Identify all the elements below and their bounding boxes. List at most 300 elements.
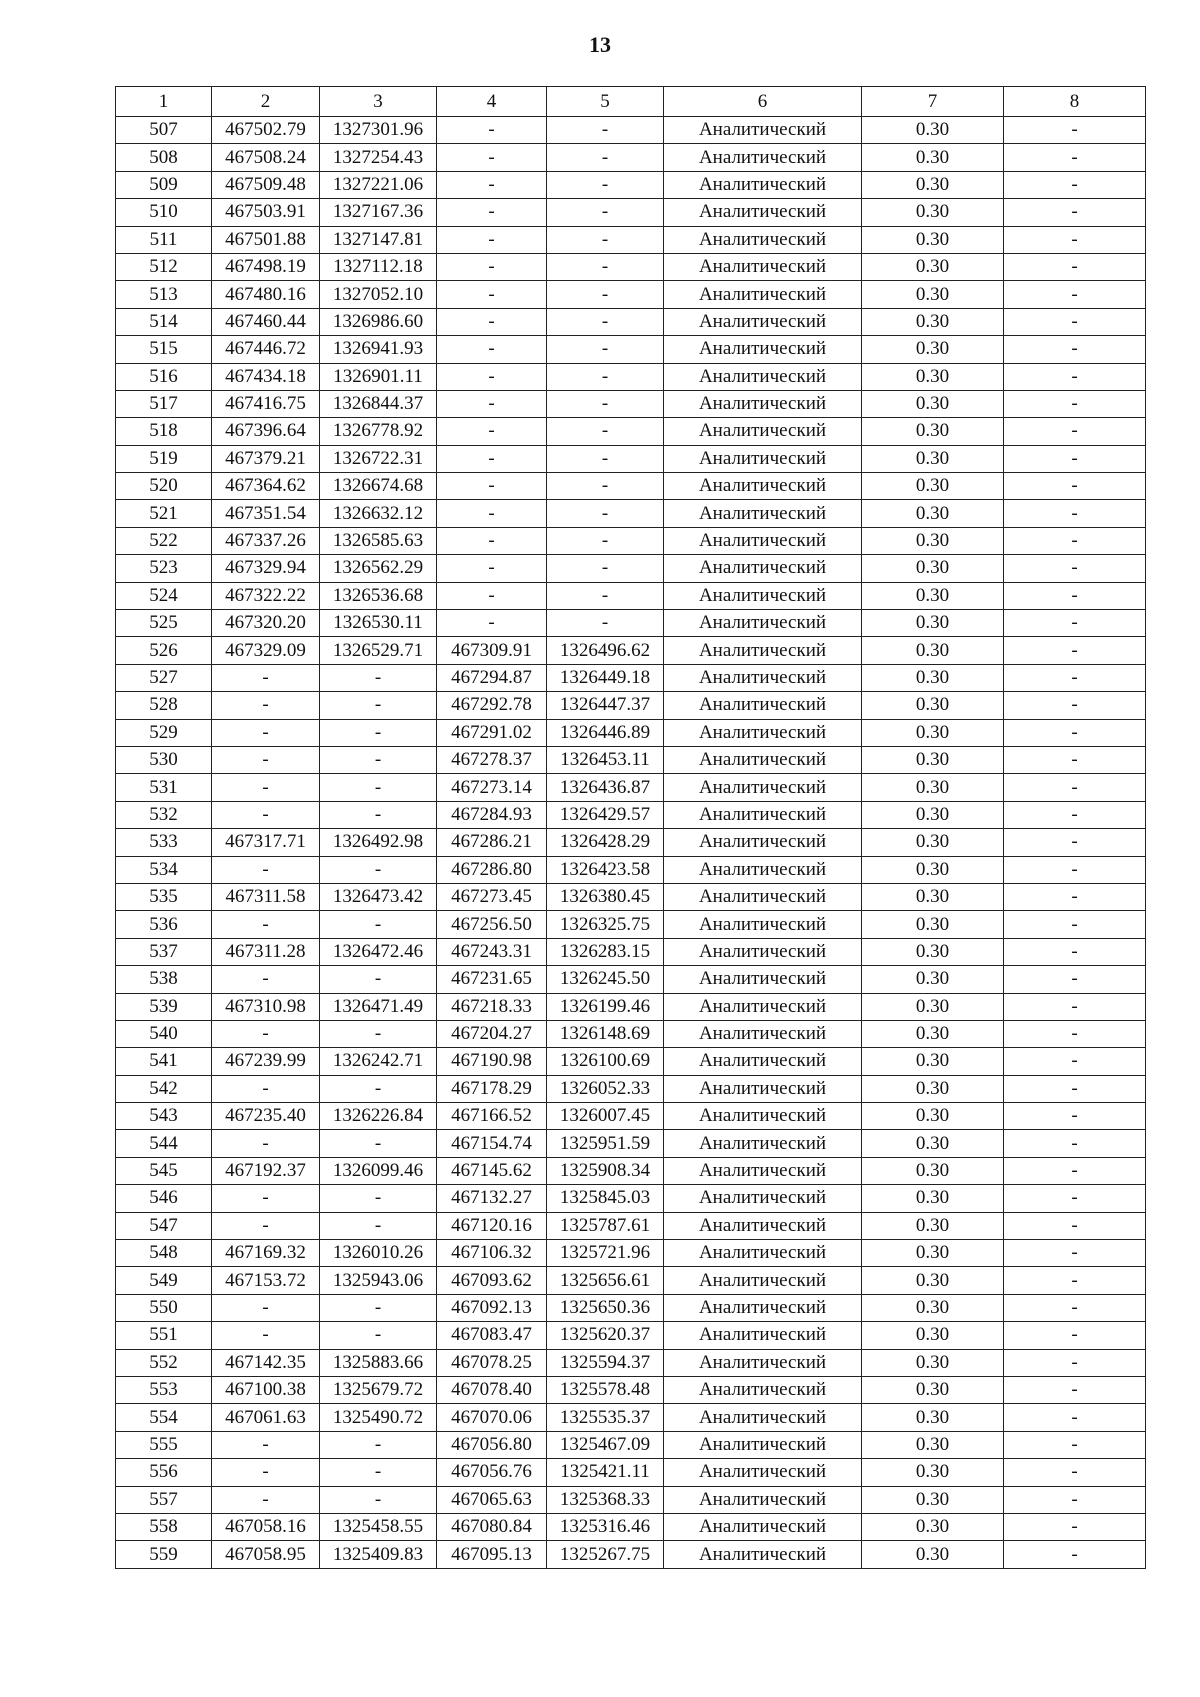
y1-cell: 1326242.71	[320, 1048, 437, 1075]
y2-cell: 1325267.75	[547, 1541, 664, 1568]
note-cell: -	[1004, 993, 1146, 1020]
x1-cell: -	[212, 801, 320, 828]
accuracy-cell: 0.30	[862, 1075, 1004, 1102]
y2-cell: 1326325.75	[547, 911, 664, 938]
y2-cell: -	[547, 171, 664, 198]
point-number-cell: 513	[116, 281, 212, 308]
y2-cell: 1325787.61	[547, 1212, 664, 1239]
x2-cell: 467243.31	[437, 938, 547, 965]
note-cell: -	[1004, 719, 1146, 746]
accuracy-cell: 0.30	[862, 308, 1004, 335]
y2-cell: 1326496.62	[547, 637, 664, 664]
y2-cell: -	[547, 610, 664, 637]
x2-cell: 467056.80	[437, 1431, 547, 1458]
point-number-cell: 552	[116, 1349, 212, 1376]
note-cell: -	[1004, 527, 1146, 554]
y1-cell: 1327052.10	[320, 281, 437, 308]
method-cell: Аналитический	[664, 1459, 862, 1486]
y1-cell: 1326901.11	[320, 363, 437, 390]
point-number-cell: 553	[116, 1376, 212, 1403]
method-cell: Аналитический	[664, 390, 862, 417]
y2-cell: 1326199.46	[547, 993, 664, 1020]
x2-cell: -	[437, 117, 547, 144]
x1-cell: 467503.91	[212, 199, 320, 226]
y1-cell: -	[320, 746, 437, 773]
table-row	[116, 199, 1146, 226]
x1-cell: -	[212, 719, 320, 746]
point-number-cell: 536	[116, 911, 212, 938]
accuracy-cell: 0.30	[862, 445, 1004, 472]
y2-cell: 1325951.59	[547, 1130, 664, 1157]
note-cell: -	[1004, 829, 1146, 856]
x1-cell: 467337.26	[212, 527, 320, 554]
note-cell: -	[1004, 1459, 1146, 1486]
y2-cell: 1326428.29	[547, 829, 664, 856]
x2-cell: 467132.27	[437, 1185, 547, 1212]
table-row	[116, 144, 1146, 171]
note-cell: -	[1004, 938, 1146, 965]
y2-cell: -	[547, 253, 664, 280]
y2-cell: 1326436.87	[547, 774, 664, 801]
accuracy-cell: 0.30	[862, 1541, 1004, 1568]
point-number-cell: 557	[116, 1486, 212, 1513]
accuracy-cell: 0.30	[862, 1130, 1004, 1157]
x2-cell: -	[437, 199, 547, 226]
y1-cell: 1326674.68	[320, 473, 437, 500]
x2-cell: 467166.52	[437, 1103, 547, 1130]
point-number-cell: 515	[116, 336, 212, 363]
method-cell: Аналитический	[664, 1294, 862, 1321]
point-number-cell: 559	[116, 1541, 212, 1568]
y2-cell: -	[547, 473, 664, 500]
x2-cell: 467078.25	[437, 1349, 547, 1376]
note-cell: -	[1004, 226, 1146, 253]
x1-cell: 467320.20	[212, 610, 320, 637]
table-row	[116, 117, 1146, 144]
note-cell: -	[1004, 637, 1146, 664]
y1-cell: -	[320, 856, 437, 883]
accuracy-cell: 0.30	[862, 664, 1004, 691]
y1-cell: -	[320, 911, 437, 938]
accuracy-cell: 0.30	[862, 993, 1004, 1020]
x2-cell: 467273.45	[437, 883, 547, 910]
x1-cell: -	[212, 856, 320, 883]
x1-cell: 467061.63	[212, 1404, 320, 1431]
method-cell: Аналитический	[664, 856, 862, 883]
point-number-cell: 511	[116, 226, 212, 253]
accuracy-cell: 0.30	[862, 117, 1004, 144]
table-row	[116, 1322, 1146, 1349]
x2-cell: 467095.13	[437, 1541, 547, 1568]
point-number-cell: 555	[116, 1431, 212, 1458]
x2-cell: -	[437, 336, 547, 363]
y1-cell: -	[320, 1322, 437, 1349]
point-number-cell: 545	[116, 1157, 212, 1184]
point-number-cell: 516	[116, 363, 212, 390]
method-cell: Аналитический	[664, 1157, 862, 1184]
y1-cell: -	[320, 966, 437, 993]
y2-cell: -	[547, 390, 664, 417]
method-cell: Аналитический	[664, 253, 862, 280]
method-cell: Аналитический	[664, 966, 862, 993]
note-cell: -	[1004, 1513, 1146, 1540]
y2-cell: -	[547, 363, 664, 390]
x2-cell: 467080.84	[437, 1513, 547, 1540]
table-body	[116, 117, 1146, 1569]
table-row	[116, 1075, 1146, 1102]
x2-cell: 467231.65	[437, 966, 547, 993]
table-row	[116, 1376, 1146, 1403]
note-cell: -	[1004, 610, 1146, 637]
note-cell: -	[1004, 1103, 1146, 1130]
y1-cell: 1326941.93	[320, 336, 437, 363]
x2-cell: -	[437, 171, 547, 198]
point-number-cell: 512	[116, 253, 212, 280]
x1-cell: 467446.72	[212, 336, 320, 363]
y2-cell: -	[547, 527, 664, 554]
point-number-cell: 531	[116, 774, 212, 801]
accuracy-cell: 0.30	[862, 746, 1004, 773]
y1-cell: -	[320, 1020, 437, 1047]
note-cell: -	[1004, 308, 1146, 335]
x1-cell: -	[212, 911, 320, 938]
x1-cell: 467460.44	[212, 308, 320, 335]
method-cell: Аналитический	[664, 1185, 862, 1212]
method-cell: Аналитический	[664, 1541, 862, 1568]
method-cell: Аналитический	[664, 336, 862, 363]
note-cell: -	[1004, 911, 1146, 938]
note-cell: -	[1004, 1130, 1146, 1157]
y2-cell: 1326283.15	[547, 938, 664, 965]
x1-cell: -	[212, 746, 320, 773]
y1-cell: -	[320, 1294, 437, 1321]
x1-cell: -	[212, 1431, 320, 1458]
point-number-cell: 550	[116, 1294, 212, 1321]
method-cell: Аналитический	[664, 1486, 862, 1513]
x1-cell: 467396.64	[212, 418, 320, 445]
point-number-cell: 517	[116, 390, 212, 417]
note-cell: -	[1004, 1431, 1146, 1458]
method-cell: Аналитический	[664, 1267, 862, 1294]
x2-cell: -	[437, 610, 547, 637]
y1-cell: -	[320, 774, 437, 801]
accuracy-cell: 0.30	[862, 1048, 1004, 1075]
point-number-cell: 526	[116, 637, 212, 664]
point-number-cell: 533	[116, 829, 212, 856]
point-number-cell: 541	[116, 1048, 212, 1075]
table-row	[116, 582, 1146, 609]
column-header-7: 7	[862, 87, 1004, 117]
accuracy-cell: 0.30	[862, 1349, 1004, 1376]
y2-cell: 1325650.36	[547, 1294, 664, 1321]
accuracy-cell: 0.30	[862, 226, 1004, 253]
method-cell: Аналитический	[664, 199, 862, 226]
x2-cell: 467083.47	[437, 1322, 547, 1349]
x1-cell: 467498.19	[212, 253, 320, 280]
note-cell: -	[1004, 199, 1146, 226]
y2-cell: 1326245.50	[547, 966, 664, 993]
y1-cell: 1326471.49	[320, 993, 437, 1020]
method-cell: Аналитический	[664, 226, 862, 253]
method-cell: Аналитический	[664, 1431, 862, 1458]
y1-cell: 1327167.36	[320, 199, 437, 226]
table-row	[116, 336, 1146, 363]
x2-cell: 467178.29	[437, 1075, 547, 1102]
table-row	[116, 829, 1146, 856]
note-cell: -	[1004, 1075, 1146, 1102]
x1-cell: -	[212, 774, 320, 801]
x1-cell: 467058.95	[212, 1541, 320, 1568]
y1-cell: -	[320, 1130, 437, 1157]
y1-cell: 1326585.63	[320, 527, 437, 554]
accuracy-cell: 0.30	[862, 610, 1004, 637]
note-cell: -	[1004, 1404, 1146, 1431]
y2-cell: -	[547, 117, 664, 144]
column-header-6: 6	[664, 87, 862, 117]
x1-cell: -	[212, 1294, 320, 1321]
method-cell: Аналитический	[664, 829, 862, 856]
x2-cell: -	[437, 308, 547, 335]
accuracy-cell: 0.30	[862, 1404, 1004, 1431]
accuracy-cell: 0.30	[862, 527, 1004, 554]
note-cell: -	[1004, 1322, 1146, 1349]
method-cell: Аналитический	[664, 637, 862, 664]
y2-cell: 1326007.45	[547, 1103, 664, 1130]
x2-cell: -	[437, 445, 547, 472]
accuracy-cell: 0.30	[862, 719, 1004, 746]
accuracy-cell: 0.30	[862, 1431, 1004, 1458]
y1-cell: 1326529.71	[320, 637, 437, 664]
x1-cell: 467502.79	[212, 117, 320, 144]
x1-cell: -	[212, 1075, 320, 1102]
y2-cell: 1326449.18	[547, 664, 664, 691]
x1-cell: 467508.24	[212, 144, 320, 171]
x1-cell: 467142.35	[212, 1349, 320, 1376]
method-cell: Аналитический	[664, 445, 862, 472]
point-number-cell: 544	[116, 1130, 212, 1157]
x2-cell: -	[437, 473, 547, 500]
x1-cell: 467329.94	[212, 555, 320, 582]
x1-cell: 467379.21	[212, 445, 320, 472]
table-row	[116, 500, 1146, 527]
method-cell: Аналитический	[664, 911, 862, 938]
x1-cell: 467501.88	[212, 226, 320, 253]
accuracy-cell: 0.30	[862, 966, 1004, 993]
table-row	[116, 938, 1146, 965]
x1-cell: 467322.22	[212, 582, 320, 609]
method-cell: Аналитический	[664, 1349, 862, 1376]
point-number-cell: 508	[116, 144, 212, 171]
y2-cell: 1326453.11	[547, 746, 664, 773]
table-row	[116, 883, 1146, 910]
x2-cell: 467120.16	[437, 1212, 547, 1239]
x1-cell: 467311.28	[212, 938, 320, 965]
coordinates-table	[115, 86, 1146, 1569]
method-cell: Аналитический	[664, 1020, 862, 1047]
x1-cell: -	[212, 692, 320, 719]
point-number-cell: 509	[116, 171, 212, 198]
method-cell: Аналитический	[664, 363, 862, 390]
note-cell: -	[1004, 253, 1146, 280]
y1-cell: 1326472.46	[320, 938, 437, 965]
table-row	[116, 637, 1146, 664]
y1-cell: 1325883.66	[320, 1349, 437, 1376]
method-cell: Аналитический	[664, 1212, 862, 1239]
x2-cell: 467154.74	[437, 1130, 547, 1157]
method-cell: Аналитический	[664, 719, 862, 746]
note-cell: -	[1004, 856, 1146, 883]
point-number-cell: 539	[116, 993, 212, 1020]
note-cell: -	[1004, 1486, 1146, 1513]
point-number-cell: 556	[116, 1459, 212, 1486]
method-cell: Аналитический	[664, 692, 862, 719]
x2-cell: 467145.62	[437, 1157, 547, 1184]
point-number-cell: 510	[116, 199, 212, 226]
point-number-cell: 527	[116, 664, 212, 691]
y1-cell: -	[320, 692, 437, 719]
method-cell: Аналитический	[664, 1513, 862, 1540]
table-row	[116, 1486, 1146, 1513]
note-cell: -	[1004, 966, 1146, 993]
point-number-cell: 521	[116, 500, 212, 527]
point-number-cell: 554	[116, 1404, 212, 1431]
note-cell: -	[1004, 363, 1146, 390]
table-row	[116, 719, 1146, 746]
method-cell: Аналитический	[664, 527, 862, 554]
x2-cell: -	[437, 418, 547, 445]
note-cell: -	[1004, 664, 1146, 691]
column-header-1: 1	[116, 87, 212, 117]
x1-cell: -	[212, 1020, 320, 1047]
x2-cell: 467190.98	[437, 1048, 547, 1075]
x1-cell: -	[212, 1212, 320, 1239]
accuracy-cell: 0.30	[862, 582, 1004, 609]
table-row	[116, 966, 1146, 993]
x1-cell: 467317.71	[212, 829, 320, 856]
x1-cell: 467192.37	[212, 1157, 320, 1184]
x2-cell: -	[437, 226, 547, 253]
method-cell: Аналитический	[664, 746, 862, 773]
table-row	[116, 774, 1146, 801]
y1-cell: 1326844.37	[320, 390, 437, 417]
y1-cell: 1325458.55	[320, 1513, 437, 1540]
accuracy-cell: 0.30	[862, 555, 1004, 582]
point-number-cell: 558	[116, 1513, 212, 1540]
note-cell: -	[1004, 555, 1146, 582]
x1-cell: 467416.75	[212, 390, 320, 417]
note-cell: -	[1004, 774, 1146, 801]
point-number-cell: 507	[116, 117, 212, 144]
y2-cell: -	[547, 281, 664, 308]
accuracy-cell: 0.30	[862, 801, 1004, 828]
method-cell: Аналитический	[664, 418, 862, 445]
y1-cell: 1327221.06	[320, 171, 437, 198]
y1-cell: 1326778.92	[320, 418, 437, 445]
table-row	[116, 171, 1146, 198]
y2-cell: -	[547, 418, 664, 445]
table-row	[116, 1020, 1146, 1047]
note-cell: -	[1004, 1376, 1146, 1403]
note-cell: -	[1004, 746, 1146, 773]
table-row	[116, 308, 1146, 335]
table-row	[116, 1185, 1146, 1212]
point-number-cell: 525	[116, 610, 212, 637]
method-cell: Аналитический	[664, 610, 862, 637]
method-cell: Аналитический	[664, 473, 862, 500]
table-row	[116, 1212, 1146, 1239]
method-cell: Аналитический	[664, 171, 862, 198]
accuracy-cell: 0.30	[862, 1513, 1004, 1540]
note-cell: -	[1004, 171, 1146, 198]
method-cell: Аналитический	[664, 1103, 862, 1130]
x2-cell: -	[437, 363, 547, 390]
accuracy-cell: 0.30	[862, 1212, 1004, 1239]
x1-cell: -	[212, 1130, 320, 1157]
method-cell: Аналитический	[664, 883, 862, 910]
accuracy-cell: 0.30	[862, 253, 1004, 280]
column-header-2: 2	[212, 87, 320, 117]
table-row	[116, 911, 1146, 938]
y2-cell: 1325908.34	[547, 1157, 664, 1184]
y2-cell: 1326380.45	[547, 883, 664, 910]
note-cell: -	[1004, 1294, 1146, 1321]
y1-cell: -	[320, 1075, 437, 1102]
accuracy-cell: 0.30	[862, 281, 1004, 308]
y2-cell: -	[547, 144, 664, 171]
point-number-cell: 524	[116, 582, 212, 609]
method-cell: Аналитический	[664, 1048, 862, 1075]
x1-cell: 467153.72	[212, 1267, 320, 1294]
method-cell: Аналитический	[664, 144, 862, 171]
accuracy-cell: 0.30	[862, 1185, 1004, 1212]
y2-cell: -	[547, 445, 664, 472]
method-cell: Аналитический	[664, 1404, 862, 1431]
note-cell: -	[1004, 692, 1146, 719]
accuracy-cell: 0.30	[862, 199, 1004, 226]
x2-cell: 467218.33	[437, 993, 547, 1020]
x2-cell: 467273.14	[437, 774, 547, 801]
point-number-cell: 537	[116, 938, 212, 965]
y1-cell: 1326562.29	[320, 555, 437, 582]
x2-cell: 467278.37	[437, 746, 547, 773]
x1-cell: 467364.62	[212, 473, 320, 500]
x1-cell: 467434.18	[212, 363, 320, 390]
y2-cell: 1325594.37	[547, 1349, 664, 1376]
table-row	[116, 993, 1146, 1020]
point-number-cell: 518	[116, 418, 212, 445]
x1-cell: -	[212, 664, 320, 691]
table-row	[116, 363, 1146, 390]
y2-cell: 1325620.37	[547, 1322, 664, 1349]
accuracy-cell: 0.30	[862, 1267, 1004, 1294]
accuracy-cell: 0.30	[862, 692, 1004, 719]
y1-cell: -	[320, 1212, 437, 1239]
y2-cell: 1326100.69	[547, 1048, 664, 1075]
accuracy-cell: 0.30	[862, 390, 1004, 417]
y1-cell: 1326010.26	[320, 1240, 437, 1267]
accuracy-cell: 0.30	[862, 171, 1004, 198]
method-cell: Аналитический	[664, 938, 862, 965]
method-cell: Аналитический	[664, 1322, 862, 1349]
y1-cell: -	[320, 664, 437, 691]
y1-cell: 1327301.96	[320, 117, 437, 144]
x1-cell: -	[212, 1322, 320, 1349]
table-row	[116, 418, 1146, 445]
y1-cell: -	[320, 801, 437, 828]
point-number-cell: 542	[116, 1075, 212, 1102]
x2-cell: -	[437, 582, 547, 609]
accuracy-cell: 0.30	[862, 938, 1004, 965]
